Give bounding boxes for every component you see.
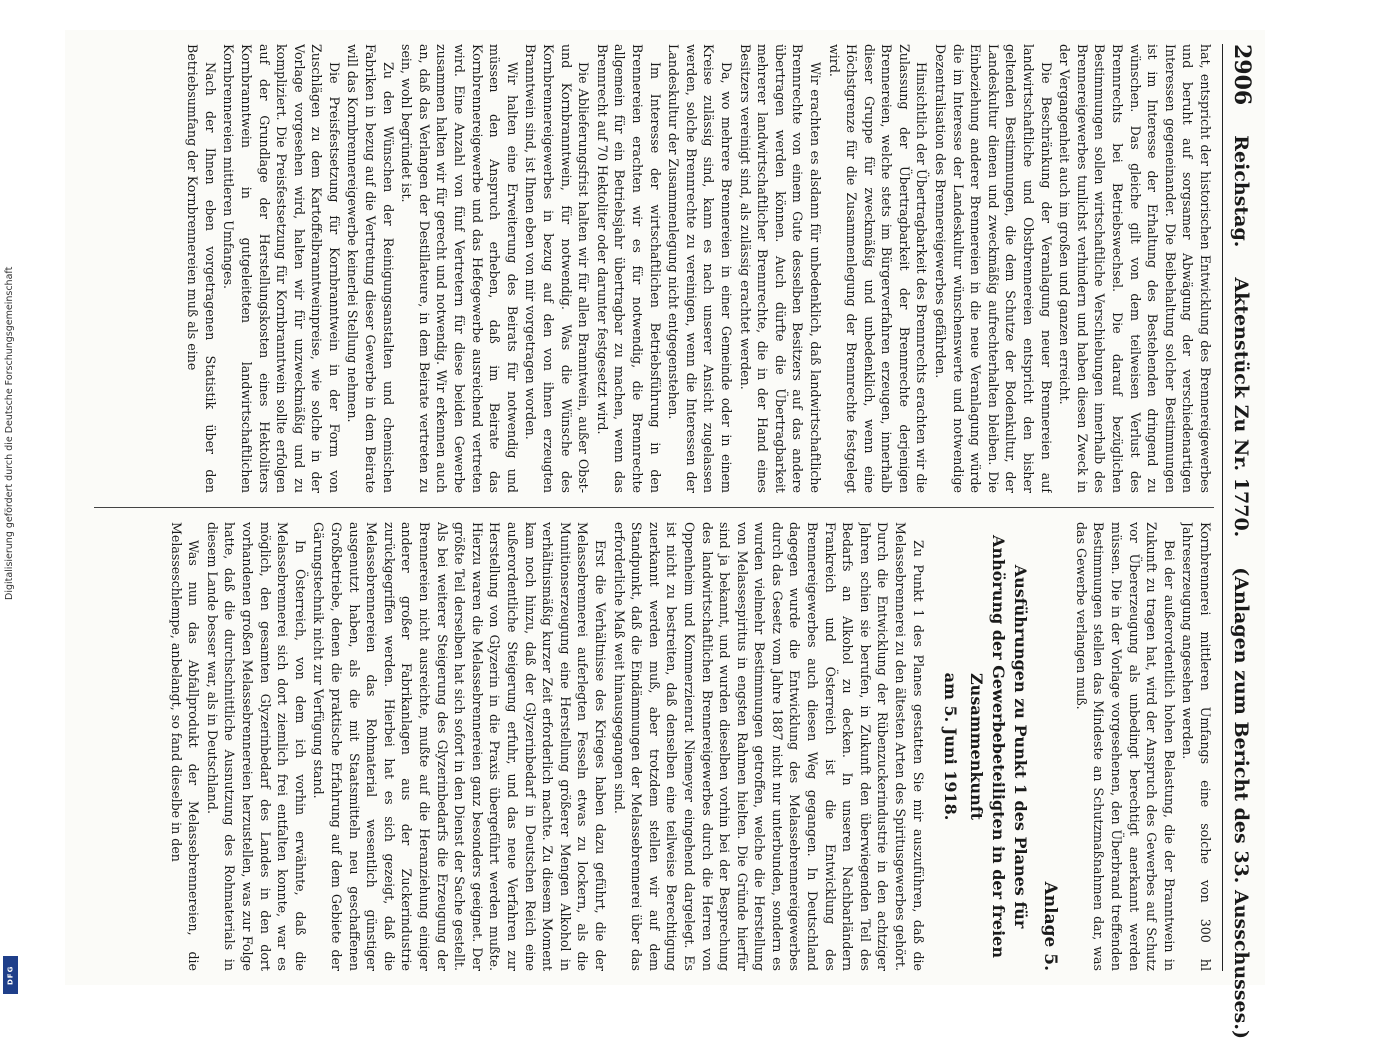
paragraph: Im Interesse der wirtschaftlichen Betriebsführung in den Brennereien erachten wir es für notwendig, die Brennrechte allgemein für ein Betriebsjahr übertragbar zu machen, wenn das Brennrecht auf 70 Hektoliter oder darunter festgesetzt wird. <box>594 44 663 493</box>
paragraph: Die Ablieferungsfrist halten wir für allen Branntwein, außer Obst- und Kornbranntwein, für notwendig. Was die Wünsche des Kornbrennereigewerbes in bezug auf den von ihnen erzeugten Branntwein sind, ist Ihnen eben von mir vorgetragen worden. <box>523 44 592 493</box>
anlage-date: am 5. Juni 1918. <box>940 672 960 821</box>
digitization-note: Digitalisierung gefördert durch die Deutsche Forschungsgemeinschaft <box>4 266 15 600</box>
header-right: (Anlagen zum Bericht des 33. Ausschusses.) <box>1230 567 1252 1039</box>
paragraph: Hinsichtlich der Übertragbarkeit des Brennrechts erachten wir die Zulassung der Übertragbarkeit der Brennrechte derjenigen Brennereien, welche stets im Bürgerverfahren erzeugen, innerhalb dieser Gruppe für zweckmäßig und unbedenklich, wenn eine Höchstgrenze für die Zusammenlegung der Brennrechte festgelegt wird. <box>826 44 930 493</box>
column-divider <box>94 507 1214 508</box>
anlage-title: Anlage 5. <box>1040 881 1061 971</box>
right-column <box>94 522 1214 971</box>
dfg-logo: DFG <box>3 956 18 994</box>
header-center: Aktenstück Zu Nr. 1770. <box>1230 277 1252 538</box>
paragraph: Da, wo mehrere Brennereien in einer Gemeinde oder in einem Kreise zulässig sind, kann es nach unserer Ansicht zugelassen werden, solche Brennrechte zu vereinigen, wenn die Interessen der Landeskultur der Zusammenlegung nicht entgegenstehen. <box>666 44 734 493</box>
paragraph: Wir halten eine Erweiterung des Beirats für notwendig und müssen den Anspruch erheben, daß im Beirate das Kornbrennereigewerbe und das Hefegewerbe ausreichend vertreten wird. Eine Anzahl von fünf Vertretern für diese beiden Gewerbe zusammen halten wir für gerecht und notwendig. Wir erkennen auch an, daß das Verlangen der Destillateure, in dem Beirate vertreten zu sein, wohl begründet ist. <box>399 44 520 493</box>
paragraph: Kornbrennerei mittleren Umfangs eine solche von 300 hl Jahreserzeugung angesehen werden. <box>1180 522 1213 971</box>
paragraph: Erst die Verhältnisse des Krieges haben dazu geführt, die der Melassebrennerei auferlegten Fesseln etwas zu lockern, als die Munitionserzeugung eine Herstellung größerer Mengen Alkohol in verhältnismäßig kurzer Zeit erforderlich machte. Zu diesem Moment kam noch hinzu, daß der Glyzerinbedarf in Deutschen Reich eine außerordentliche Steigerung erfuhr, und das neue Verfahren zur Herstellung von Glyzerin in die Praxis übergeführt werden mußte. Hierzu waren die Melassebrennereien ganz besonders geeignet. Der größte Teil derselben hat sich sofort in den Dienst der Sache gestellt. Als bei weiterer Steigerung des Glyzerinbedarfs die Erzeugung der Brennereien nicht ausreichte, mußte auf die Heranziehung einiger anderer großer Fabrikanlagen aus der Zuckerindustrie zurückgegriffen werden. Hierbei hat es sich gezeigt, daß die Melassebrennereien das Rohmaterial wesentlich günstiger ausgenutzt haben, als die mit Staatsmitteln neu geschaffenen Großbetriebe, denen die praktische Erfahrung auf dem Gebiete der Gärungstechnik nicht zur Verfügung stand. <box>311 522 608 971</box>
anlage-heading-text: Ausführungen zu Punkt 1 des Planes für Anhörung der Gewerbebeteiligten in der freien Zusammenkunft <box>966 535 1030 958</box>
anlage-heading <box>939 522 1031 971</box>
paragraph: Was nun das Abfallprodukt der Melassebrennereien, die Melasseschlempe, anbelangt, so fand dieselbe in den <box>168 522 202 971</box>
paragraph: hat, entspricht der historischen Entwicklung des Brennereigewerbes und beruht auf sorgsamer Abwägung der verschiedenartigen Interessen gegeneinander. Die Beibehaltung solcher Bestimmungen ist im Interesse der Erhaltung des Bestehenden dringend zu wünschen. Das gleiche gilt von dem teilweisen Verlust des Brennrechts bei Betriebswechsel. Die darauf bezüglichen Bestimmungen sollen wirtschaftliche Verschiebungen innerhalb des Brennereigewerbes tunlichst verhindern und haben diesen Zweck in der Vergangenheit auch im großen und ganzen erreicht. <box>1057 44 1213 493</box>
paragraph: Die Beschränkung der Veranlagung neuer Brennereien auf landwirtschaftliche und Obstbrennereien entspricht den bisher geltenden Bestimmungen, die dem Schutze der Bodenkultur, der Landeskultur dienen und zweckmäßig aufrechterhalten bleiben. Die Einbeziehung anderer Brennereien in die neue Veranlagung würde die im Interesse der Landeskultur wünschenswerte und notwendige Dezentralisation des Brennereigewerbes gefährden. <box>933 44 1054 493</box>
paragraph: Zu Punkt 1 des Planes gestatten Sie mir auszuführen, daß die Melassebrennerei zu den ältesten Arten des Spiritusgewerbes gehört. Durch die Entwicklung der Rübenzuckerindustrie in den achtziger Jahren schien sie berufen, in Zukunft den überwiegenden Teil des Bedarfs an Alkohol zu decken. In unseren Nachbarländern Frankreich und Österreich ist die Entwicklung des Brennereigewerbes auch diesen Weg gegangen. In Deutschland dagegen wurde die Entwicklung des Melassebrennereigewerbes durch das Gesetz vom Jahre 1887 nicht nur unterbunden, sondern es wurden vielmehr Bestimmungen getroffen, welche die Herstellung von Melassespiritus in engsten Rahmen hielten. Die Gründe hierfür sind ja bekannt, und wurden dieselben vorhin bei der Besprechung des landwirtschaftlichen Brennereigewerbes durch die Herren von Oppenheim und Kommerzienrat Niemeyer eingehend dargelegt. Es ist nicht zu bestreiten, daß denselben eine teilweise Berechtigung zuerkannt werden muß, aber trotzdem stellen wir auf dem Standpunkt, daß die Eindämmungen der Melassebrennerei über das erforderliche Maß weit hinausgegangen sind. <box>611 522 926 971</box>
page-header <box>1222 44 1255 1039</box>
paragraph: In Österreich, von dem ich vorhin erwähnte, daß die Melassebrennerei sich dort ziemlich frei entfalten konnte, war es möglich, den gesamten Glyzerinbedarf des Landes in den dort vorhandenen großen Melassebrennereien herzustellen, was zur Folge hatte, daß die durchschnittliche Ausnutzung des Rohmaterials in diesem Lande besser war, als in Deutschland. <box>204 522 308 971</box>
header-left: Reichstag. <box>1230 135 1252 248</box>
paragraph: Die Preisfestsetzung für Kornbranntwein in der Form von Zuschlägen zu dem Kartoffelbranntweinpreise, wie solche in der Vorlage vorgesehen wird, halten wir für unzweckmäßig und zu kompliziert. Die Preisfestsetzung für Kornbranntwein sollte erfolgen auf der Grundlage der Herstellungskosten eines Hektoliters Kornbranntwein in gutgeleiteten landwirtschaftlichen Kornbrennereien mittleren Umfanges. <box>221 44 342 493</box>
paragraph: Wir erachten es alsdann für unbedenklich, daß landwirtschaftliche Brennrechte von einem Gute desselben Besitzers auf das andere übertragen werden können. Auch dürfte die Übertragbarkeit mehrerer landwirtschaftlicher Brennrechte, die in der Hand eines Besitzers vereinigt sind, als zulässig erachtet werden. <box>737 44 823 493</box>
text-columns <box>94 44 1214 971</box>
document-page <box>65 30 1265 1039</box>
paragraph: Bei der außerordentlich hohen Belastung, die der Branntwein in Zukunft zu tragen hat, wird der Anspruch des Gewerbes auf Schutz vor Übererzeugung als unbedingt berechtigt anerkannt werden müssen. Die in der Vorlage vorgesehenen, den Überbrand treffenden Bestimmungen stellen das Mindeste an Schutzmaßnahmen dar, was das Gewerbe verlangen muß. <box>1073 522 1177 971</box>
page-number: 2906 <box>1229 44 1255 106</box>
paragraph: Zu den Wünschen der Reinigungsanstalten und chemischen Fabriken in bezug auf die Vertretung dieser Gewerbe in dem Beirate will das Kornbrennereigewerbe keinerlei Stellung nehmen. <box>345 44 396 493</box>
left-column <box>94 44 1214 493</box>
paragraph: Nach der Ihnen eben vorgetragenen Statistik über den Betriebsumfang der Kornbrennereien muß als eine <box>185 44 218 493</box>
